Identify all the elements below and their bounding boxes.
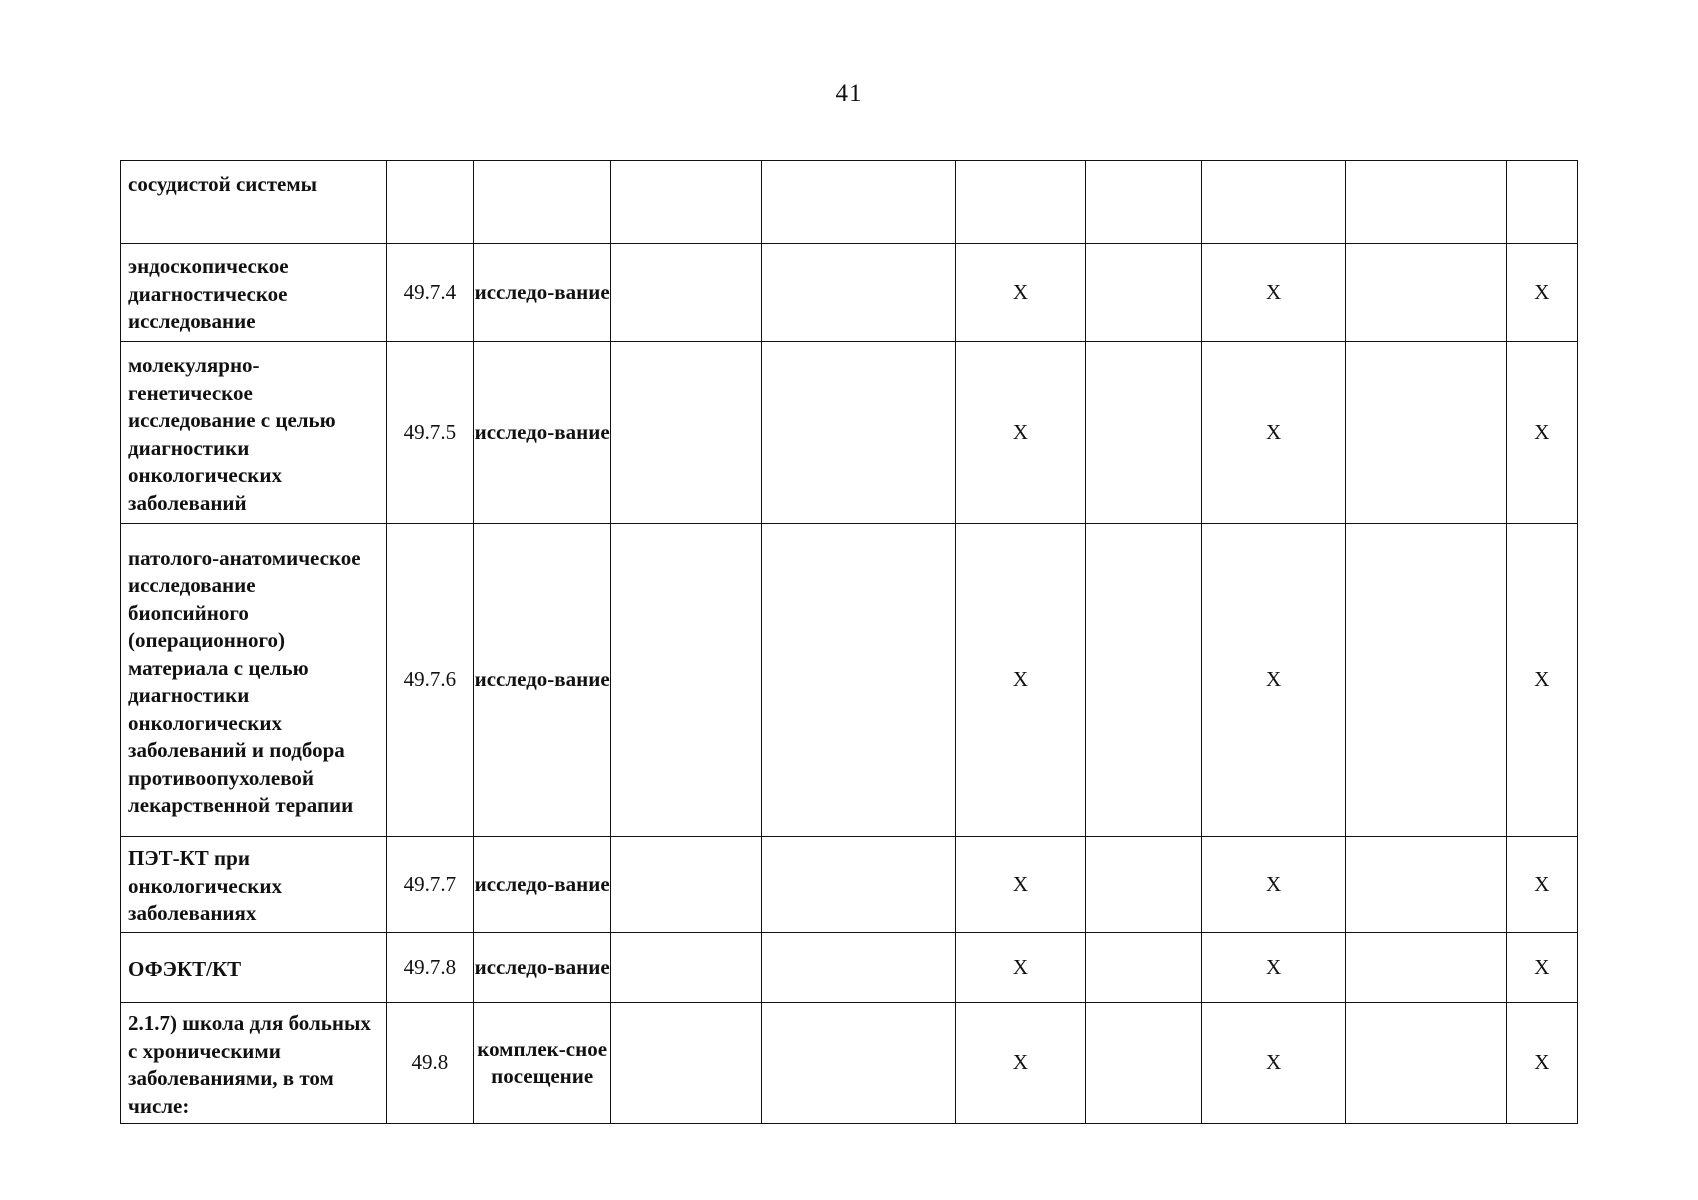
- row-mark-cell: [1085, 342, 1201, 524]
- row-code-cell: 49.7.6: [386, 524, 473, 837]
- row-mark-cell: [1085, 524, 1201, 837]
- row-name-cell: 2.1.7) школа для больных с хроническими заболеваниями, в том числе:: [121, 1003, 387, 1124]
- row-mark-cell: X: [1506, 1003, 1577, 1124]
- row-unit-cell: исследо-вание: [473, 342, 610, 524]
- row-mark-cell: [1346, 1003, 1506, 1124]
- table-row: [121, 244, 1578, 342]
- row-unit-cell: исследо-вание: [473, 837, 610, 933]
- row-name-cell: ОФЭКТ/КТ: [121, 933, 387, 1003]
- row-mark-cell: [1085, 933, 1201, 1003]
- row-name-cell: сосудистой системы: [121, 161, 387, 244]
- row-mark-cell: [611, 837, 761, 933]
- row-code-cell: 49.7.7: [386, 837, 473, 933]
- row-mark-cell: [611, 161, 761, 244]
- row-mark-cell: [1346, 837, 1506, 933]
- table-row: [121, 161, 1578, 244]
- row-mark-cell: [611, 1003, 761, 1124]
- row-mark-cell: X: [956, 1003, 1085, 1124]
- table-row: [121, 524, 1578, 837]
- table-row: [121, 342, 1578, 524]
- data-table: [120, 160, 1578, 1124]
- row-mark-cell: [1346, 244, 1506, 342]
- row-mark-cell: [761, 837, 956, 933]
- row-mark-cell: [1201, 161, 1345, 244]
- row-code-cell: 49.7.8: [386, 933, 473, 1003]
- row-mark-cell: [761, 933, 956, 1003]
- row-mark-cell: [761, 161, 956, 244]
- row-mark-cell: [611, 524, 761, 837]
- page-number: 41: [835, 80, 863, 107]
- row-mark-cell: [761, 524, 956, 837]
- table-row: [121, 1003, 1578, 1124]
- row-mark-cell: X: [956, 837, 1085, 933]
- row-mark-cell: X: [1506, 933, 1577, 1003]
- row-mark-cell: X: [1201, 933, 1345, 1003]
- row-mark-cell: [611, 342, 761, 524]
- row-mark-cell: [1085, 837, 1201, 933]
- row-mark-cell: [956, 161, 1085, 244]
- row-name-cell: ПЭТ-КТ при онкологических заболеваниях: [121, 837, 387, 933]
- row-mark-cell: X: [1506, 342, 1577, 524]
- row-mark-cell: [1346, 161, 1506, 244]
- row-mark-cell: [761, 1003, 956, 1124]
- row-mark-cell: [761, 342, 956, 524]
- row-mark-cell: [761, 244, 956, 342]
- table-row: [121, 837, 1578, 933]
- row-unit-cell: комплек-сное посещение: [473, 1003, 610, 1124]
- row-mark-cell: X: [956, 933, 1085, 1003]
- row-unit-cell: [473, 161, 610, 244]
- row-unit-cell: исследо-вание: [473, 524, 610, 837]
- row-name-cell: эндоскопическое диагностическое исследование: [121, 244, 387, 342]
- row-mark-cell: [611, 933, 761, 1003]
- row-mark-cell: X: [1201, 244, 1345, 342]
- row-mark-cell: X: [1506, 837, 1577, 933]
- row-mark-cell: X: [1201, 1003, 1345, 1124]
- row-unit-cell: исследо-вание: [473, 244, 610, 342]
- row-mark-cell: [1346, 342, 1506, 524]
- row-mark-cell: [611, 244, 761, 342]
- row-unit-cell: исследо-вание: [473, 933, 610, 1003]
- row-code-cell: [386, 161, 473, 244]
- row-mark-cell: X: [1201, 342, 1345, 524]
- row-mark-cell: [1085, 244, 1201, 342]
- row-name-cell: патолого-анатомическое исследование биопсийного (операционного) материала с целью диагностики онкологических заболеваний и подбора противоопухолевой лекарственной терапии: [121, 524, 387, 837]
- row-mark-cell: X: [956, 524, 1085, 837]
- row-mark-cell: X: [1201, 524, 1345, 837]
- row-mark-cell: X: [1201, 837, 1345, 933]
- row-mark-cell: [1346, 524, 1506, 837]
- row-mark-cell: X: [956, 244, 1085, 342]
- row-name-cell: молекулярно-генетическое исследование с целью диагностики онкологических заболеваний: [121, 342, 387, 524]
- row-code-cell: 49.7.4: [386, 244, 473, 342]
- row-mark-cell: X: [1506, 524, 1577, 837]
- table-row: [121, 933, 1578, 1003]
- row-mark-cell: X: [1506, 244, 1577, 342]
- row-mark-cell: [1506, 161, 1577, 244]
- row-mark-cell: [1346, 933, 1506, 1003]
- row-code-cell: 49.8: [386, 1003, 473, 1124]
- row-code-cell: 49.7.5: [386, 342, 473, 524]
- row-mark-cell: [1085, 161, 1201, 244]
- row-mark-cell: X: [956, 342, 1085, 524]
- row-mark-cell: [1085, 1003, 1201, 1124]
